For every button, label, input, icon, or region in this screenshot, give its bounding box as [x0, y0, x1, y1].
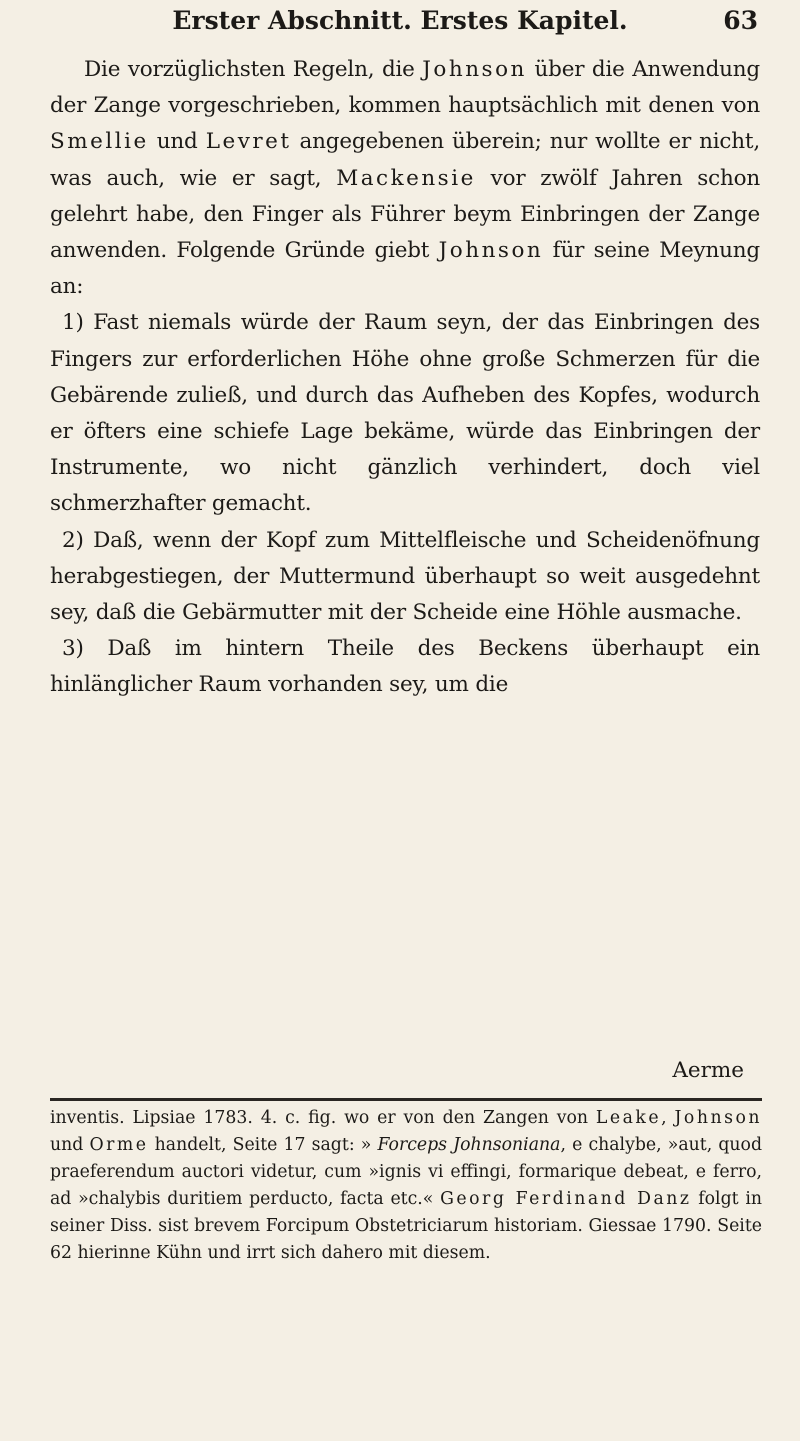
text-run: ,	[661, 1108, 675, 1128]
text-run: über die Anwendung der Zange vorgeschrieben, kommen hauptsächlich mit denen von	[50, 57, 760, 119]
list-item-3: 3) Daß im hintern Theile des Beckens überhaupt ein hinlänglicher Raum vorhanden sey, um die	[50, 636, 760, 698]
person-name: Mackensie	[336, 165, 476, 191]
text-run: handelt, Seite 17 sagt: »	[148, 1135, 378, 1156]
header-title: Erster Abschnitt. Erstes Kapitel.	[172, 6, 628, 35]
person-name: Georg Ferdinand Danz	[440, 1189, 692, 1210]
catchword: Aerme	[672, 1058, 744, 1083]
person-name: Smellie	[50, 129, 149, 155]
person-name: Johnson	[422, 57, 527, 82]
intro-paragraph	[50, 52, 760, 305]
main-text	[50, 52, 760, 704]
person-name: Levret	[205, 129, 292, 155]
person-name: Leake	[595, 1108, 662, 1128]
list-item-2: 2) Daß, wenn der Kopf zum Mittelfleische und Scheidenöfnung herabgestiegen, der Muttermund überhaupt so weit ausgedehnt sey, daß die Gebärmutter mit der Scheide eine Höhle ausmache.	[50, 527, 760, 626]
footnote-paragraph	[50, 1105, 762, 1268]
text-run: und	[148, 129, 206, 155]
footnote-divider	[50, 1098, 762, 1101]
text-run: Die vorzüglichsten Regeln, die	[84, 57, 423, 82]
text-run: , e chalybe, »aut, quod praeferendum auctori videtur, cum »ignis vi effingi, formarique debeat, e ferro, ad »chalybis duritiem perducto, facta etc.«	[50, 1135, 763, 1210]
page-number: 63	[723, 6, 758, 35]
text-run: inventis. Lipsiae 1783. 4. c. fig. wo er von den Zangen von	[50, 1108, 596, 1128]
person-name: Orme	[89, 1135, 149, 1156]
text-run: und	[50, 1135, 90, 1156]
running-header	[0, 6, 800, 50]
list-item-1: 1) Fast niemals würde der Raum seyn, der das Einbringen des Fingers zur erforderlichen Höhe ohne große Schmerzen für die Gebärende zuließ, und durch das Aufheben des Kopfes, wodurch er öfters eine schiefe Lage bekäme, würde das Einbringen der Instrumente, wo nicht gänzlich verhindert, doch viel schmerzhafter gemacht.	[50, 310, 760, 517]
person-name: Johnson	[674, 1108, 762, 1128]
person-name: Johnson	[438, 238, 544, 264]
italic-title: Forceps Johnsoniana	[377, 1135, 561, 1156]
footnote	[50, 1105, 762, 1268]
text-run: folgt in seiner Diss. sist brevem Forcipum Obstetriciarum historiam. Giessae 1790. Seite 62 hierinne Kühn und irrt sich dahero mit diesem.	[50, 1189, 762, 1264]
text-run: für seine Meynung an:	[50, 238, 760, 300]
text-run: vor zwölf Jahren schon gelehrt habe, den Finger als Führer beym Einbringen der Zange anwenden. Folgende Gründe giebt	[50, 165, 760, 264]
text-run: angegebenen überein; nur wollte er nicht, was auch, wie er sagt,	[50, 129, 760, 191]
